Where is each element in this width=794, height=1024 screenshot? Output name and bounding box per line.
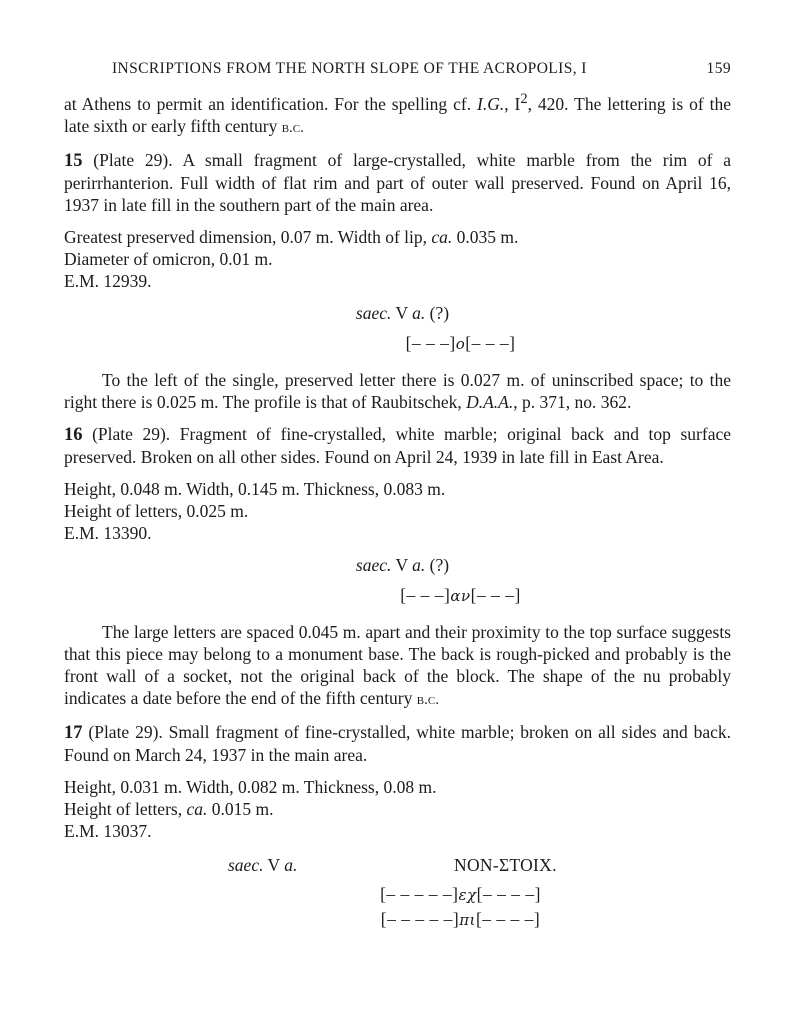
entry-16-description: 16 (Plate 29). Fragment of fine-crystalled, white marble; original back and top surface preserved. Broken on all other sides. Found on April 24, 1939 in late fill in East Area. [64,423,731,467]
entry-16-commentary: The large letters are spaced 0.045 m. apart and their proximity to the top surface suggests that this piece may belong to a monument base. The back is rough-picked and probably is the front wall of a socket, not the original back of the block. The shape of the nu probably indicates a date before the end of the fifth century b.c. [64,621,731,708]
entry-15-date: saec. V a. (?) [355,302,450,323]
entry-15-inscription: [– – –]o[– – –] [405,332,516,353]
entry-16-number: 16 [64,424,83,445]
entry-16-date: saec. V a. (?) [355,554,450,575]
entry-16-measurements: Height, 0.048 m. Width, 0.145 m. Thickness, 0.083 m. Height of letters, 0.025 m. E.M. 13390. [64,478,446,543]
inscription-line-1: [– – – – –]εχ[– – – –] [380,883,541,904]
entry-17-date: saec. V a. NON-ΣΤΟΙΧ. [228,854,557,875]
non-stoichedon-label: NON-ΣΤΟΙΧ. [454,854,557,875]
entry-16-inscription: [– – –]αν[– – –] [400,584,521,605]
entry-15-number: 15 [64,150,83,171]
inscription-line-2: [– – – – –]πι[– – – –] [380,908,541,929]
ig-reference: I.G. [477,93,505,114]
entry-17-description: 17 (Plate 29). Small fragment of fine-crystalled, white marble; broken on all sides and back. Found on March 24, 1937 in the main area. [64,721,731,765]
intro-paragraph: at Athens to permit an identification. For the spelling cf. I.G., $I^2$, 420. The lettering is of the late sixth or early fifth century b.c. [64,91,731,136]
entry-17-inscription [64,882,731,932]
entry-15-commentary: To the left of the single, preserved letter there is 0.027 m. of uninscribed space; to the right there is 0.025 m. The profile is that of Raubitschek, D.A.A., p. 371, no. 362. [64,369,731,412]
document-page [64,52,731,932]
running-header [64,52,731,88]
entry-15-description: 15 (Plate 29). A small fragment of large-crystalled, white marble from the rim of a perirrhanterion. Full width of flat rim and part of outer wall preserved. Found on April 16, 1937 in late fill in the southern part of the main area. [64,149,731,215]
running-title: INSCRIPTIONS FROM THE NORTH SLOPE OF THE ACROPOLIS, I [112,60,587,77]
entry-15-measurements: Greatest preserved dimension, 0.07 m. Width of lip, ca. 0.035 m. Diameter of omicron, 0.01 m. E.M. 12939. [64,226,519,291]
entry-17-number: 17 [64,722,83,743]
entry-17-measurements: Height, 0.031 m. Width, 0.082 m. Thickness, 0.08 m. Height of letters, ca. 0.015 m. E.M. 13037. [64,776,437,841]
page-number: 159 [706,60,731,77]
